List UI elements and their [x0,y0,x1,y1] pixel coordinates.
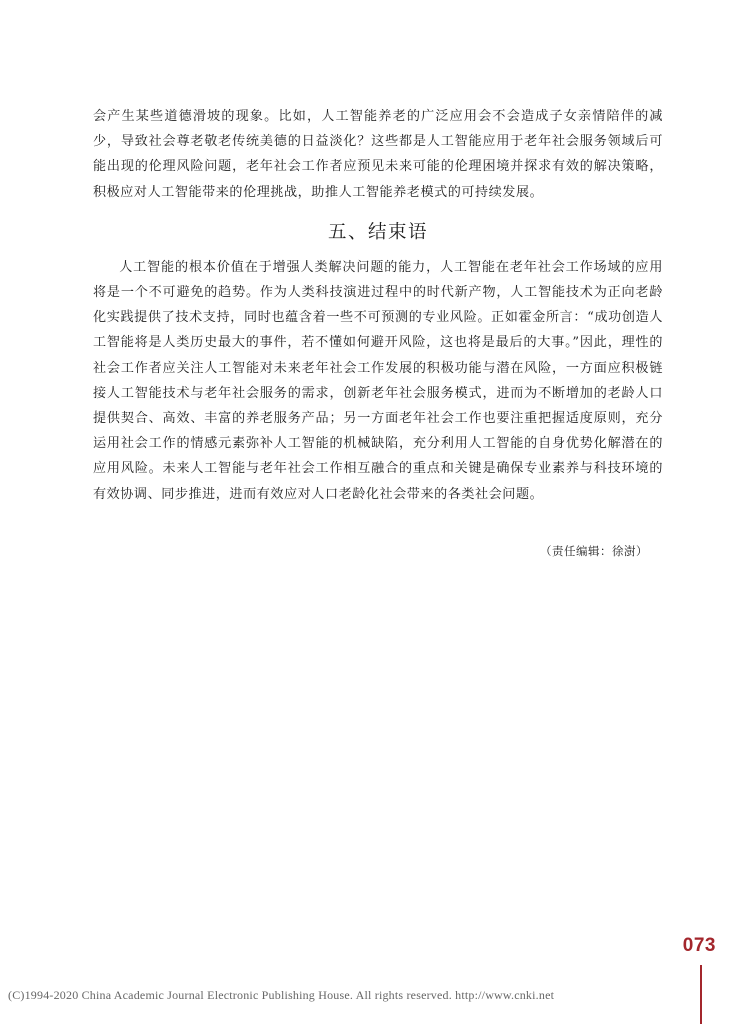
page-rule [700,965,702,1024]
conclusion-paragraph: 人工智能的根本价值在于增强人类解决问题的能力，人工智能在老年社会工作场域的应用将是一个不可避免的趋势。作为人类科技演进过程中的时代新产物，人工智能技术为正向老龄化实践提供了技术支持，同时也蕴含着一些不可预测的专业风险。正如霍金所言：“成功创造人工智能将是人类历史最大的事件，若不懂如何避开风险，这也将是最后的大事。”因此，理性的社会工作者应关注人工智能对未来老年社会工作发展的积极功能与潜在风险，一方面应积极链接人工智能技术与老年社会服务的需求，创新老年社会服务模式，进而为不断增加的老龄人口提供契合、高效、丰富的养老服务产品；另一方面老年社会工作也要注重把握适度原则，充分运用社会工作的情感元素弥补人工智能的机械缺陷，充分利用人工智能的自身优势化解潜在的应用风险。未来人工智能与老年社会工作相互融合的重点和关键是确保专业素养与科技环境的有效协调、同步推进，进而有效应对人口老龄化社会带来的各类社会问题。 [93,259,663,502]
article-body [93,104,663,507]
page-number: 073 [682,935,716,956]
section-heading: 五、结束语 [327,221,428,243]
continued-paragraph: 会产生某些道德滑坡的现象。比如，人工智能养老的广泛应用会不会造成子女亲情陪伴的减少，导致社会尊老敬老传统美德的日益淡化？这些都是人工智能应用于老年社会服务领域后可能出现的伦理风险问题，老年社会工作者应预见未来可能的伦理困境并探求有效的解决策略，积极应对人工智能带来的伦理挑战，助推人工智能养老模式的可持续发展。 [93,109,663,200]
footer-copyright: (C)1994-2020 China Academic Journal Electronic Publishing House. All rights reserved. http://www.cnki.net [8,988,555,1002]
editor-note: （责任编辑：徐澍） [540,544,648,558]
